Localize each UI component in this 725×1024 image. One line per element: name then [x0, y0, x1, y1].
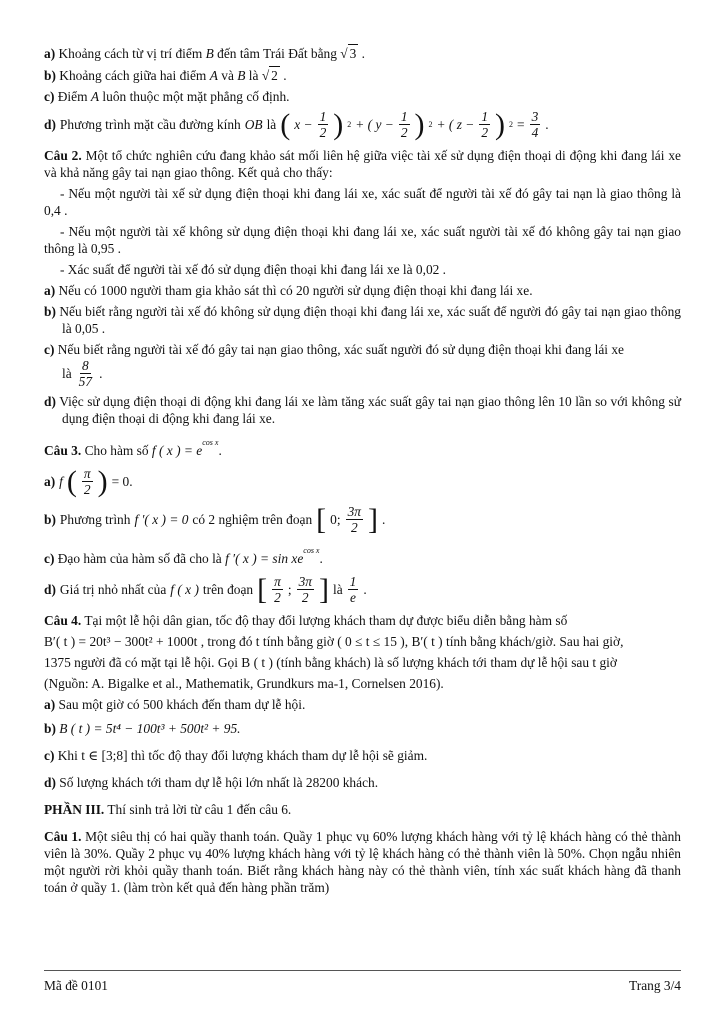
exam-code: Mã đề 0101 — [44, 978, 108, 993]
item-label: a) — [44, 697, 56, 712]
fraction — [297, 574, 314, 605]
exp: 2 — [509, 120, 514, 129]
sqrt-value: 3 — [349, 46, 357, 61]
q3-c — [44, 542, 681, 567]
question-3-intro — [44, 434, 681, 459]
text: trên đoạn — [202, 582, 254, 597]
text: là — [332, 582, 343, 597]
fraction — [318, 109, 329, 140]
text: Một siêu thị có hai quầy thanh toán. Quầy 1 phục vụ 60% lượng khách hàng với tỷ lệ khách hàng có thẻ thành viên là 30%. Quầy 2 phục vụ 40% lượng khách hàng với tỷ lệ khách hàng có thẻ thành viên là 50%. Chọn ngẫu nhiên một người rời khỏi quầy thanh toán. Biết rằng khách hàng này có thẻ thành viên, tính xác suất khách hàng đã thanh toán ở quầy 1. (làm tròn kết quả đến hàng phần trăm) — [44, 829, 681, 895]
den: 2 — [481, 125, 489, 140]
item-label: a) — [44, 46, 56, 61]
question-title: Câu 1. — [44, 829, 82, 844]
num: 1 — [481, 109, 489, 124]
text: Việc sử dụng điện thoại di động khi đang lái xe làm tăng xác suất gây tai nạn giao thông lên 10 lần so với không sử dụng điện thoại di động khi đang lái xe. — [59, 394, 681, 426]
text: Điểm — [57, 89, 88, 104]
num: 1 — [319, 109, 327, 124]
var: B — [205, 46, 214, 61]
q3-b: b) Phương trình f ′( x ) = 0 có 2 nghiệm trên đoạn [ 0; $\frac{3\pi}{2}$ ] . — [44, 502, 386, 536]
den: 2 — [301, 590, 309, 605]
text: là — [248, 68, 259, 83]
q2-d — [44, 393, 681, 427]
var: A — [90, 89, 100, 104]
question-title: Câu 2. — [44, 148, 82, 163]
eq-x: x − — [294, 117, 313, 132]
text: Khoảng cách từ vị trí điểm — [58, 46, 203, 61]
q3-a: a) f ( $\frac{\pi}{2}$ ) = 0. — [44, 464, 133, 498]
den: 2 — [400, 125, 408, 140]
text: là — [62, 366, 72, 381]
text: và — [221, 68, 234, 83]
item-label: d) — [44, 394, 56, 409]
item-label: b) — [44, 304, 56, 319]
item-label: c) — [44, 551, 55, 566]
question-title: Câu 4. — [44, 613, 82, 628]
fraction — [272, 574, 283, 605]
num: 1 — [349, 574, 357, 589]
var: B — [237, 68, 246, 83]
text: . — [363, 582, 367, 597]
q2-b — [44, 303, 681, 337]
statement-a: a) Khoảng cách từ vị trí điểm B đến tâm Trái Đất bằng √ 3 . — [44, 46, 366, 61]
text: = 0. — [111, 474, 133, 489]
text: . — [218, 443, 222, 458]
text: Đạo hàm của hàm số đã cho là — [57, 551, 222, 566]
text: Một tổ chức nghiên cứu đang khảo sát mối liên hệ giữa việc tài xế sử dụng điện thoại di động khi đang lái xe và khả năng gây tai nạn giao thông. Kết quả cho thấy: — [44, 148, 681, 180]
text: Nếu biết rằng người tài xế đó không sử dụng điện thoại khi đang lái xe, xác suất để người đó gây tai nạn giao thông là 0,05 . — [59, 304, 681, 336]
num: 3 — [531, 109, 539, 124]
item-label: a) — [44, 474, 56, 489]
sqrt-value: 2 — [271, 68, 278, 83]
item-label: b) — [44, 721, 56, 736]
item-label: a) — [44, 283, 56, 298]
num: 3π — [347, 504, 361, 519]
num: 8 — [82, 358, 89, 373]
fraction — [479, 109, 490, 140]
eq-y: + ( y − — [355, 117, 394, 132]
fraction — [82, 466, 93, 497]
exp: 2 — [428, 120, 433, 129]
question-4-intro — [44, 612, 681, 629]
q2-c — [44, 341, 681, 358]
text: Sau một giờ có 500 khách đến tham dự lễ hội. — [58, 697, 306, 712]
fraction — [348, 574, 359, 605]
text: là — [266, 117, 277, 132]
question-2-intro — [44, 147, 681, 181]
q4-a — [44, 696, 681, 713]
den: e — [350, 590, 356, 605]
func: f — [59, 474, 63, 489]
text: Khoảng cách giữa hai điểm — [59, 68, 207, 83]
fraction — [530, 109, 541, 140]
text: . — [319, 551, 323, 566]
item-label: c) — [44, 89, 55, 104]
bullet: - Xác suất để người tài xế đó sử dụng điện thoại khi đang lái xe là 0,02 . — [60, 262, 447, 277]
text: 0; — [330, 512, 341, 527]
text: Tại một lễ hội dân gian, tốc độ thay đổi lượng khách tham dự được biểu diễn bằng hàm số — [84, 613, 568, 628]
text: có 2 nghiệm trên đoạn — [192, 512, 313, 527]
text: Phương trình — [59, 512, 131, 527]
num: π — [83, 466, 91, 481]
item-label: d) — [44, 117, 56, 132]
part-title: PHẦN III. — [44, 802, 105, 817]
part3-question-1 — [44, 828, 681, 896]
equals: = — [517, 117, 525, 132]
var: A — [209, 68, 218, 83]
equation: f ′( x ) = 0 — [134, 512, 189, 527]
den: 2 — [274, 590, 281, 605]
num: π — [274, 574, 281, 589]
part-3-heading — [44, 801, 681, 818]
den: 57 — [78, 374, 93, 389]
text: Nếu biết rằng người tài xế đó gây tai nạn giao thông, xác suất người đó sử dụng điện thoại khi đang lái xe — [57, 342, 624, 357]
fraction — [77, 358, 94, 389]
item-label: b) — [44, 512, 56, 527]
text: ; — [287, 582, 292, 597]
eq-z: + ( z − — [436, 117, 475, 132]
q4-d — [44, 774, 681, 791]
statement-d: d) Phương trình mặt cầu đường kính OB là ( x − $\frac{1}{2}$ ) 2 + ( y − $\frac{1}{2}$ ) 2 + ( z − $\frac{1}{2}$ ) 2 = $\frac{3}{4}$ . — [44, 107, 549, 141]
exp: cos x — [303, 546, 320, 555]
q4-c — [44, 747, 681, 764]
item-label: c) — [44, 748, 55, 763]
text: Cho hàm số — [84, 443, 149, 458]
num: 1 — [400, 109, 408, 124]
q3-d: d) Giá trị nhỏ nhất của f ( x ) trên đoạn [ $\frac{\pi}{2}$ ; $\frac{3\pi}{2}$ ] là $\frac{1}{e}$ . — [44, 572, 367, 606]
bullet: - Nếu một người tài xế không sử dụng điện thoại khi đang lái xe, xác suất người tài xế đó không gây tai nạn giao thông là 0,95 . — [44, 224, 681, 256]
text: Khi t ∈ [3;8] thì tốc độ thay đổi lượng khách tham dự lễ hội sẽ giảm. — [57, 748, 428, 763]
q4-source: (Nguồn: A. Bigalke et al., Mathematik, Grundkurs ma-1, Cornelsen 2016). — [44, 676, 444, 691]
function: f ( x ) = e — [151, 443, 203, 458]
item-label: d) — [44, 775, 56, 790]
exp: 2 — [347, 120, 352, 129]
page-footer — [44, 970, 681, 994]
statement-c — [44, 88, 681, 105]
var: OB — [244, 117, 263, 132]
item-label: d) — [44, 582, 56, 597]
q4-line: B′( t ) = 20t³ − 300t² + 1000t , trong đó t tính bằng giờ ( 0 ≤ t ≤ 15 ), B′( t ) tính bằng khách/giờ. Sau hai giờ, — [44, 634, 624, 649]
text: Nếu có 1000 người tham gia khảo sát thì có 20 người sử dụng điện thoại khi đang lái xe. — [58, 283, 533, 298]
den: 2 — [319, 125, 327, 140]
den: 2 — [83, 482, 91, 497]
text: Số lượng khách tới tham dự lễ hội lớn nhất là 28200 khách. — [59, 775, 379, 790]
func: f ( x ) — [170, 582, 199, 597]
question-title: Câu 3. — [44, 443, 82, 458]
page-number: Trang 3/4 — [629, 978, 681, 993]
statement-b: b) Khoảng cách giữa hai điểm A và B là √ 2 . — [44, 68, 287, 83]
num: 3π — [298, 574, 312, 589]
equation: f ′( x ) = sin xe — [225, 551, 304, 566]
q2-c-fraction — [44, 358, 681, 389]
q2-a — [44, 282, 681, 299]
text: Giá trị nhỏ nhất của — [59, 582, 167, 597]
text: Thí sinh trả lời từ câu 1 đến câu 6. — [107, 802, 292, 817]
fraction — [399, 109, 410, 140]
fraction — [346, 504, 363, 535]
equation: B ( t ) = 5t⁴ − 100t³ + 500t² + 95. — [59, 721, 241, 736]
item-label: b) — [44, 68, 56, 83]
text: . — [99, 366, 103, 381]
text: đến tâm Trái Đất bằng — [217, 46, 337, 61]
bullet: - Nếu một người tài xế sử dụng điện thoại khi đang lái xe, xác suất để người tài xế đó gây tai nạn là giao thông là 0,4 . — [44, 186, 681, 218]
q4-line: 1375 người đã có mặt tại lễ hội. Gọi B ( t ) (tính bằng khách) là số lượng khách tới tham dự lễ hội sau t giờ — [44, 655, 617, 670]
text: . — [382, 512, 386, 527]
den: 4 — [531, 125, 539, 140]
q4-b — [44, 720, 681, 737]
text: luôn thuộc một mặt phẳng cố định. — [102, 89, 290, 104]
item-label: c) — [44, 342, 55, 357]
text: Phương trình mặt cầu đường kính — [59, 117, 241, 132]
exp: cos x — [202, 438, 219, 447]
den: 2 — [350, 520, 358, 535]
